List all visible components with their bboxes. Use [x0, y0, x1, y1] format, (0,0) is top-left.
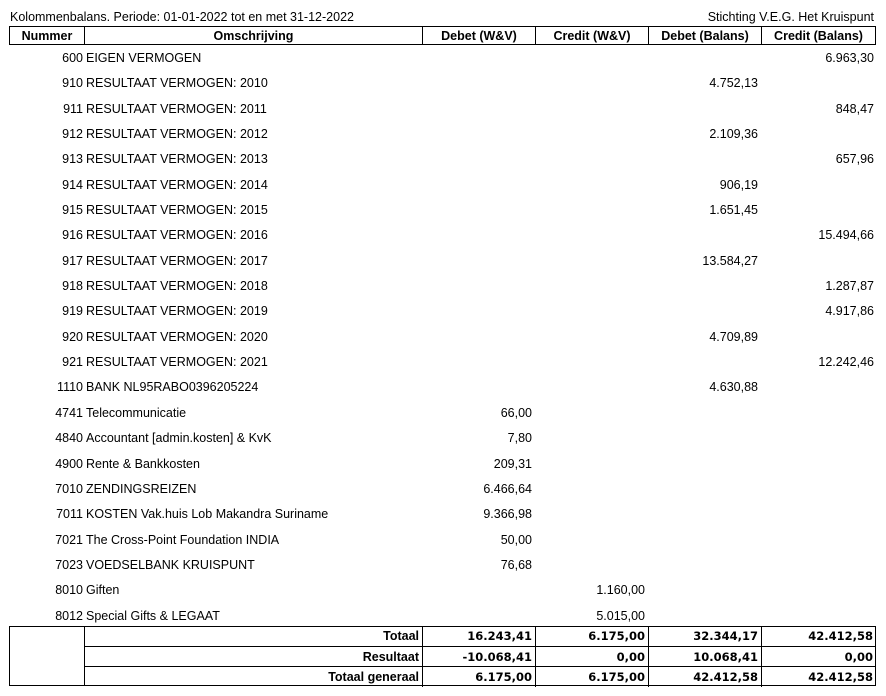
totals-blank-box — [9, 626, 84, 686]
debet-wv-value: 66,00 — [500, 405, 532, 420]
table-row — [9, 121, 876, 146]
account-description: BANK NL95RABO0396205224 — [86, 380, 259, 395]
account-number: 914 — [62, 177, 83, 192]
col-header-credit-wv: Credit (W&V) — [535, 26, 648, 45]
account-description: Special Gifts & LEGAAT — [86, 608, 220, 623]
totals-dwv-value: 6.175,00 — [422, 667, 535, 687]
table-body — [9, 45, 876, 628]
account-number: 913 — [62, 152, 83, 167]
totals-row — [84, 666, 876, 686]
account-number: 916 — [62, 228, 83, 243]
table-row — [9, 324, 876, 349]
table-row — [9, 298, 876, 323]
table-row — [9, 273, 876, 298]
table-row — [9, 172, 876, 197]
balance-table — [9, 26, 876, 686]
table-row — [9, 400, 876, 425]
totals-section — [9, 626, 876, 686]
credit-balans-value: 15.494,66 — [818, 228, 874, 243]
totals-label: Totaal — [383, 629, 419, 643]
credit-balans-value: 12.242,46 — [818, 355, 874, 370]
totals-cbal-value: 42.412,58 — [761, 626, 876, 646]
account-description: RESULTAAT VERMOGEN: 2012 — [86, 127, 268, 142]
account-description: Accountant [admin.kosten] & KvK — [86, 431, 272, 446]
account-description: RESULTAAT VERMOGEN: 2011 — [86, 101, 267, 116]
table-row — [9, 70, 876, 95]
credit-wv-value: 1.160,00 — [596, 583, 645, 598]
table-row — [9, 222, 876, 247]
account-number: 600 — [62, 51, 83, 65]
account-number: 1110 — [57, 380, 83, 395]
account-number: 915 — [62, 203, 83, 218]
table-row — [9, 577, 876, 602]
totals-dwv-value: -10.068,41 — [422, 647, 535, 667]
debet-wv-value: 50,00 — [500, 532, 532, 547]
table-row — [9, 146, 876, 171]
table-row — [9, 603, 876, 628]
debet-balans-value: 13.584,27 — [702, 253, 758, 268]
credit-balans-value: 1.287,87 — [825, 279, 874, 294]
debet-wv-value: 6.466,64 — [483, 481, 532, 496]
account-description: RESULTAAT VERMOGEN: 2018 — [86, 279, 268, 294]
table-row — [9, 476, 876, 501]
col-header-debet-wv: Debet (W&V) — [422, 26, 535, 45]
table-row — [9, 349, 876, 374]
account-description: VOEDSELBANK KRUISPUNT — [86, 557, 255, 572]
account-number: 4840 — [55, 431, 83, 446]
report-title: Kolommenbalans. Periode: 01-01-2022 tot en met 31-12-2022 — [10, 10, 354, 24]
account-number: 921 — [62, 355, 83, 370]
account-description: RESULTAAT VERMOGEN: 2010 — [86, 76, 268, 91]
totals-dbal-value: 32.344,17 — [648, 626, 761, 646]
table-row — [9, 552, 876, 577]
debet-wv-value: 7,80 — [507, 431, 532, 446]
totals-label: Totaal generaal — [328, 670, 419, 684]
credit-balans-value: 4.917,86 — [825, 304, 874, 319]
account-number: 7023 — [55, 557, 83, 572]
account-description: RESULTAAT VERMOGEN: 2014 — [86, 177, 268, 192]
account-number: 8012 — [55, 608, 83, 623]
account-description: RESULTAAT VERMOGEN: 2013 — [86, 152, 268, 167]
totals-row — [84, 626, 876, 646]
debet-balans-value: 906,19 — [719, 177, 758, 192]
debet-balans-value: 4.752,13 — [709, 76, 758, 91]
table-row — [9, 45, 876, 70]
totals-cwv-value: 6.175,00 — [535, 667, 648, 687]
totals-cbal-value: 42.412,58 — [761, 667, 876, 687]
account-number: 910 — [62, 76, 83, 91]
col-header-omschrijving: Omschrijving — [84, 26, 422, 45]
totals-row — [84, 646, 876, 666]
account-description: RESULTAAT VERMOGEN: 2017 — [86, 253, 268, 268]
account-description: Rente & Bankkosten — [86, 456, 200, 471]
account-description: EIGEN VERMOGEN — [86, 51, 202, 65]
col-header-debet-balans: Debet (Balans) — [648, 26, 761, 45]
account-number: 7021 — [55, 532, 83, 547]
totals-dbal-value: 10.068,41 — [648, 647, 761, 667]
account-description: The Cross-Point Foundation INDIA — [86, 532, 280, 547]
table-row — [9, 197, 876, 222]
account-number: 4900 — [55, 456, 83, 471]
table-row — [9, 96, 876, 121]
table-row — [9, 374, 876, 399]
credit-balans-value: 657,96 — [835, 152, 874, 167]
account-description: Telecommunicatie — [86, 405, 187, 420]
account-description: KOSTEN Vak.huis Lob Makandra Suriname — [86, 507, 329, 522]
table-row — [9, 451, 876, 476]
credit-wv-value: 5.015,00 — [596, 608, 645, 623]
account-number: 4741 — [55, 405, 83, 420]
table-row — [9, 425, 876, 450]
table-row — [9, 527, 876, 552]
debet-wv-value: 9.366,98 — [483, 507, 532, 522]
account-number: 7011 — [56, 507, 83, 522]
totals-dbal-value: 42.412,58 — [648, 667, 761, 687]
account-description: RESULTAAT VERMOGEN: 2019 — [86, 304, 268, 319]
debet-wv-value: 76,68 — [500, 557, 532, 572]
account-number: 7010 — [55, 481, 83, 496]
debet-balans-value: 4.709,89 — [709, 329, 758, 344]
credit-balans-value: 6.963,30 — [825, 51, 874, 65]
table-row — [9, 248, 876, 273]
organization-name: Stichting V.E.G. Het Kruispunt — [707, 10, 874, 24]
account-description: RESULTAAT VERMOGEN: 2021 — [86, 355, 268, 370]
account-number: 8010 — [55, 583, 83, 598]
col-header-credit-balans: Credit (Balans) — [761, 26, 876, 45]
account-number: 919 — [62, 304, 83, 319]
debet-balans-value: 4.630,88 — [709, 380, 758, 395]
account-number: 911 — [63, 101, 83, 116]
account-number: 918 — [62, 279, 83, 294]
account-number: 920 — [62, 329, 83, 344]
account-number: 912 — [62, 127, 83, 142]
debet-balans-value: 1.651,45 — [709, 203, 758, 218]
totals-dwv-value: 16.243,41 — [422, 626, 535, 646]
account-description: RESULTAAT VERMOGEN: 2015 — [86, 203, 268, 218]
totals-cbal-value: 0,00 — [761, 647, 876, 667]
account-description: Giften — [86, 583, 120, 598]
credit-balans-value: 848,47 — [835, 101, 874, 116]
debet-wv-value: 209,31 — [493, 456, 532, 471]
table-row — [9, 501, 876, 526]
col-header-nummer: Nummer — [9, 26, 84, 45]
totals-cwv-value: 0,00 — [535, 647, 648, 667]
account-description: RESULTAAT VERMOGEN: 2016 — [86, 228, 268, 243]
debet-balans-value: 2.109,36 — [709, 127, 758, 142]
account-description: RESULTAAT VERMOGEN: 2020 — [86, 329, 268, 344]
totals-cwv-value: 6.175,00 — [535, 626, 648, 646]
totals-label: Resultaat — [362, 650, 419, 664]
account-description: ZENDINGSREIZEN — [86, 481, 197, 496]
account-number: 917 — [62, 253, 83, 268]
